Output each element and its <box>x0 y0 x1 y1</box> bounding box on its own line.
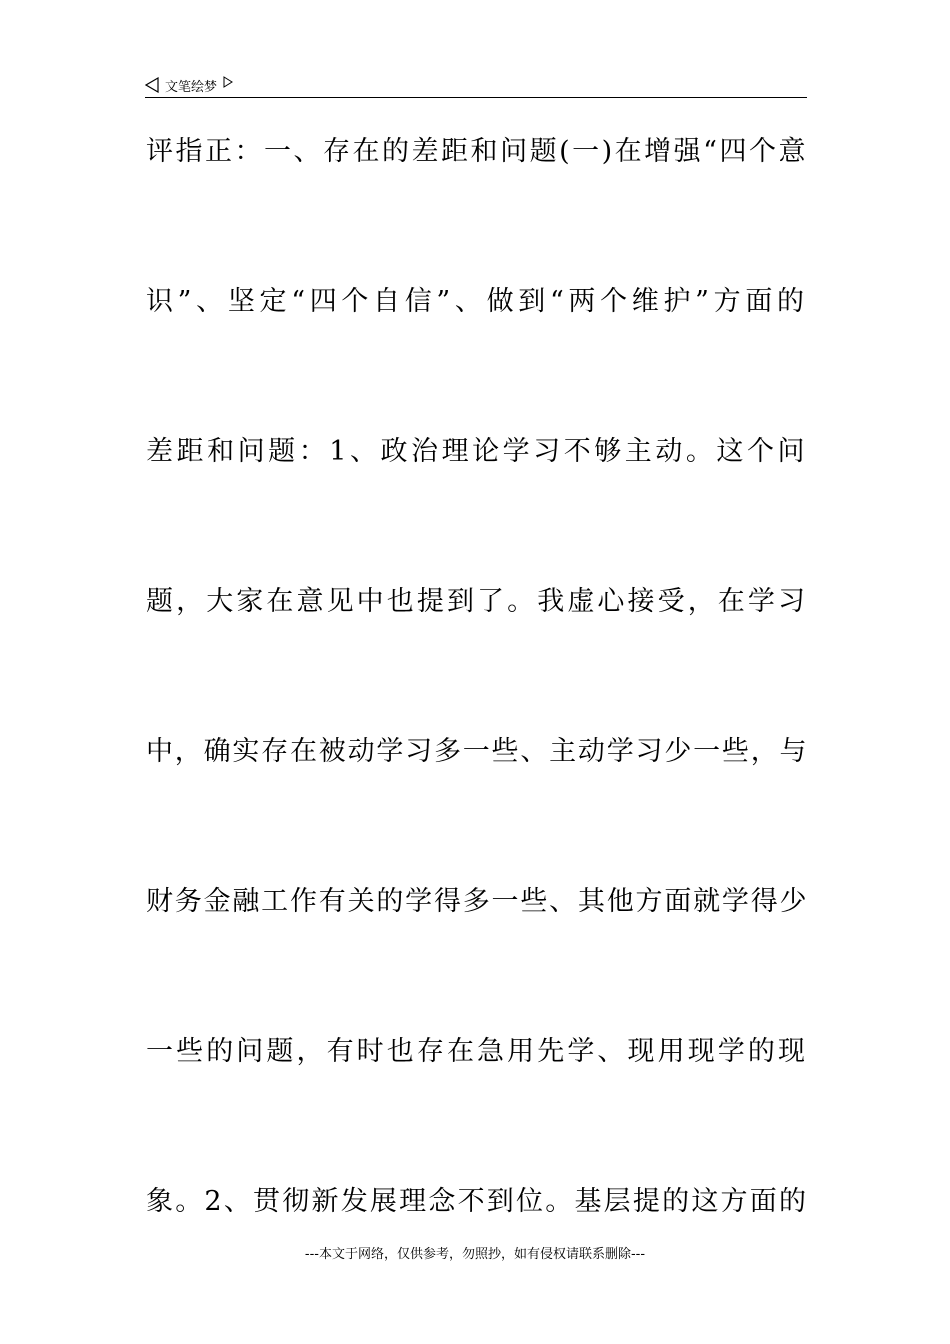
body-line-8: 象。2、贯彻新发展理念不到位。基层提的这方面的 <box>146 1186 808 1217</box>
page-header <box>145 74 233 96</box>
body-line-1: 评指正：一、存在的差距和问题(一)在增强“四个意 <box>146 136 808 167</box>
triangle-right-outline-icon <box>223 76 233 88</box>
header-title: 文笔绘梦 <box>165 79 218 95</box>
body-line-6: 财务金融工作有关的学得多一些、其他方面就学得少 <box>146 886 808 917</box>
body-line-4: 题，大家在意见中也提到了。我虚心接受，在学习 <box>146 586 808 617</box>
body-line-2: 识”、坚定“四个自信”、做到“两个维护”方面的 <box>146 286 808 317</box>
header-divider <box>145 97 807 98</box>
footer-notice: ---本文于网络，仅供参考，勿照抄，如有侵权请联系删除--- <box>304 1247 646 1262</box>
body-line-3: 差距和问题：1、政治理论学习不够主动。这个问 <box>146 436 808 467</box>
body-line-5: 中，确实存在被动学习多一些、主动学习少一些，与 <box>146 736 808 767</box>
body-line-7: 一些的问题，有时也存在急用先学、现用现学的现 <box>146 1036 808 1067</box>
triangle-left-outline-icon <box>145 77 159 93</box>
